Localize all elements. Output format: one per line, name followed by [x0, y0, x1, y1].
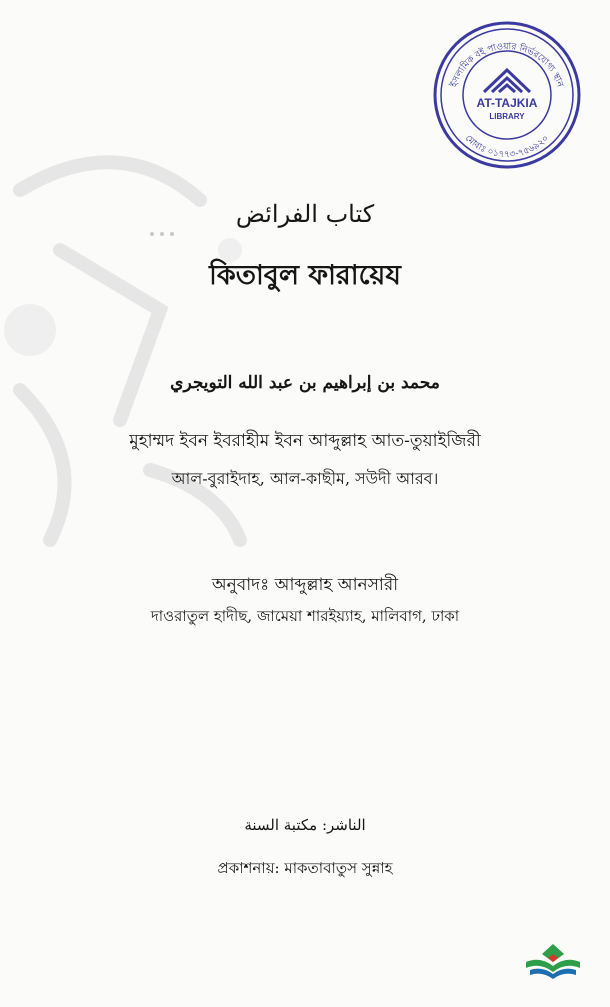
arabic-publisher: الناشر: مكتبة السنة — [244, 816, 366, 834]
publisher-book-logo-icon — [522, 940, 584, 984]
stamp-book-icon — [484, 70, 530, 92]
library-stamp-seal-icon — [432, 20, 582, 170]
stamp-top-text: ইসলামিক বই পাওয়ার নির্ভরযোগ্য স্থান — [449, 41, 565, 89]
stamp-subtitle: LIBRARY — [489, 112, 525, 121]
translator: অনুবাদঃ আব্দুল্লাহ আনসারী — [211, 575, 399, 595]
bengali-author: মুহাম্মদ ইবন ইবরাহীম ইবন আব্দুল্লাহ আত-তুয়াইজিরী — [129, 431, 481, 451]
arabic-title: كتاب الفرائض — [235, 200, 375, 228]
svg-text:মোবাঃ ০১৭৭৩-৭৫৬৯২০ — [463, 134, 551, 160]
translator-institution: দাওরাতুল হাদীছ, জামেয়া শারইয়্যাহ, মালিবাগ, ঢাকা — [150, 607, 460, 625]
stamp-name: AT-TAJKIA — [476, 96, 538, 110]
arabic-author: محمد بن إبراهيم بن عبد الله التويجري — [170, 373, 440, 393]
bengali-title: কিতাবুল ফারায়েয — [209, 260, 401, 291]
stamp-phone: মোবাঃ ০১৭৭৩-৭৫৬৯২০ — [462, 133, 552, 161]
bengali-publisher: প্রকাশনায়: মাকতাবাতুস সুন্নাহ — [217, 859, 393, 877]
author-place: আল-বুরাইদাহ, আল-কাছীম, সউদী আরব। — [171, 469, 439, 488]
